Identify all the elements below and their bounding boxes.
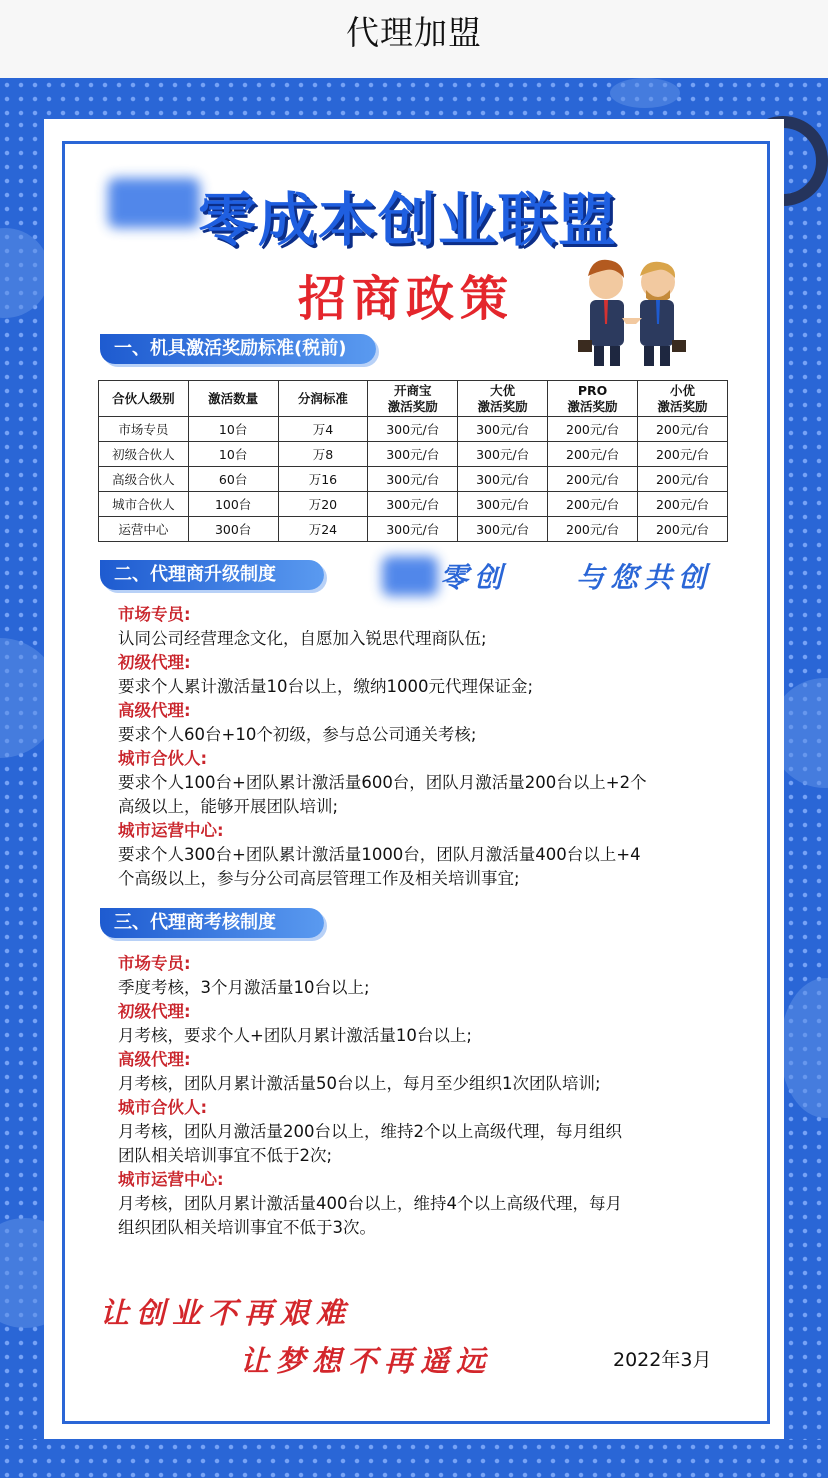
table-cell: 300元/台 xyxy=(458,417,548,442)
table-cell: 万20 xyxy=(278,492,368,517)
table-cell: 200元/台 xyxy=(548,492,638,517)
table-cell: 300元/台 xyxy=(368,417,458,442)
table-cell: 200元/台 xyxy=(548,417,638,442)
rule-text: 个高级以上，参与分公司高层管理工作及相关培训事宜; xyxy=(118,869,520,888)
table-cell: 200元/台 xyxy=(638,517,728,542)
rule-label: 市场专员: xyxy=(118,605,191,624)
blurred-brand xyxy=(382,556,438,596)
table-cell: 万8 xyxy=(278,442,368,467)
table-cell: 万16 xyxy=(278,467,368,492)
section1-title: 一、机具激活奖励标准(税前) xyxy=(100,334,376,364)
table-cell: 300元/台 xyxy=(458,467,548,492)
table-cell: 200元/台 xyxy=(548,467,638,492)
table-cell: 初级合伙人 xyxy=(99,442,189,467)
rule-label: 高级代理: xyxy=(118,1050,191,1069)
rule-text: 要求个人100台+团队累计激活量600台，团队月激活量200台以上+2个 xyxy=(118,773,647,792)
rule-text: 月考核，团队月累计激活量400台以上，维持4个以上高级代理，每月 xyxy=(118,1194,622,1213)
table-row xyxy=(99,467,728,492)
table-cell: 200元/台 xyxy=(638,417,728,442)
header-kaishangbao: 开商宝 激活奖励 xyxy=(368,381,458,417)
poster-headline: 零成本创业联盟 xyxy=(198,186,619,254)
table-cell: 300元/台 xyxy=(368,492,458,517)
dot-pattern xyxy=(0,1440,828,1478)
header-profit: 分润标准 xyxy=(278,381,368,417)
rule-text: 高级以上，能够开展团队培训; xyxy=(118,797,339,816)
table-row xyxy=(99,417,728,442)
table-header-row xyxy=(99,381,728,417)
table-cell: 200元/台 xyxy=(638,467,728,492)
slogan-bottom-2: 让梦想不再遥远 xyxy=(240,1344,493,1378)
table-cell: 市场专员 xyxy=(99,417,189,442)
rule-text: 月考核，团队月累计激活量50台以上，每月至少组织1次团队培训; xyxy=(118,1074,601,1093)
table-cell: 200元/台 xyxy=(638,442,728,467)
rule-label: 城市运营中心: xyxy=(118,1170,224,1189)
table-cell: 200元/台 xyxy=(638,492,728,517)
table-cell: 300元/台 xyxy=(458,442,548,467)
upgrade-rules xyxy=(118,603,728,891)
top-bar xyxy=(0,0,828,78)
table-cell: 运营中心 xyxy=(99,517,189,542)
rule-text: 要求个人300台+团队累计激活量1000台，团队月激活量400台以上+4 xyxy=(118,845,641,864)
handshake-businessmen-icon xyxy=(578,254,686,372)
page-title: 代理加盟 xyxy=(346,13,482,52)
recruitment-poster xyxy=(0,78,828,1478)
table-cell: 高级合伙人 xyxy=(99,467,189,492)
table-cell: 300元/台 xyxy=(368,467,458,492)
rule-text: 季度考核，3个月激活量10台以上; xyxy=(118,978,370,997)
table-cell: 万24 xyxy=(278,517,368,542)
rule-text: 月考核，要求个人+团队月累计激活量10台以上; xyxy=(118,1026,472,1045)
table-cell: 200元/台 xyxy=(548,517,638,542)
slogan-bottom-1: 让创业不再艰难 xyxy=(100,1296,353,1330)
header-dayou: 大优 激活奖励 xyxy=(458,381,548,417)
header-level: 合伙人级别 xyxy=(99,381,189,417)
header-quantity: 激活数量 xyxy=(188,381,278,417)
table-cell: 10台 xyxy=(188,442,278,467)
assessment-rules xyxy=(118,952,728,1240)
rule-text: 认同公司经营理念文化，自愿加入锐思代理商队伍; xyxy=(118,629,487,648)
decor-circle xyxy=(610,78,680,108)
rule-label: 初级代理: xyxy=(118,1002,191,1021)
rule-text: 团队相关培训事宜不低于2次; xyxy=(118,1146,333,1165)
rule-text: 组织团队相关培训事宜不低于3次。 xyxy=(118,1218,376,1237)
section3-title: 三、代理商考核制度 xyxy=(100,908,324,938)
slogan-middle-left: 零创 xyxy=(440,561,509,594)
section2-title: 二、代理商升级制度 xyxy=(100,560,324,590)
blurred-brand xyxy=(108,178,200,228)
reward-table xyxy=(98,380,728,542)
table-cell: 300元/台 xyxy=(458,492,548,517)
table-cell: 300元/台 xyxy=(458,517,548,542)
rule-label: 初级代理: xyxy=(118,653,191,672)
rule-label: 市场专员: xyxy=(118,954,191,973)
table-cell: 300台 xyxy=(188,517,278,542)
table-cell: 万4 xyxy=(278,417,368,442)
rule-text: 月考核，团队月激活量200台以上，维持2个以上高级代理，每月组织 xyxy=(118,1122,622,1141)
table-cell: 300元/台 xyxy=(368,517,458,542)
rule-text: 要求个人累计激活量10台以上，缴纳1000元代理保证金; xyxy=(118,677,534,696)
rule-label: 城市合伙人: xyxy=(118,749,208,768)
table-row xyxy=(99,492,728,517)
table-cell: 10台 xyxy=(188,417,278,442)
header-xiaoyou: 小优 激活奖励 xyxy=(638,381,728,417)
table-row xyxy=(99,442,728,467)
table-cell: 200元/台 xyxy=(548,442,638,467)
table-cell: 300元/台 xyxy=(368,442,458,467)
rule-label: 城市合伙人: xyxy=(118,1098,208,1117)
table-row xyxy=(99,517,728,542)
header-pro: PRO 激活奖励 xyxy=(548,381,638,417)
dot-pattern xyxy=(0,78,828,118)
table-cell: 60台 xyxy=(188,467,278,492)
poster-subhead: 招商政策 xyxy=(298,271,515,327)
slogan-middle-right: 与您共创 xyxy=(576,561,713,594)
rule-label: 城市运营中心: xyxy=(118,821,224,840)
table-cell: 城市合伙人 xyxy=(99,492,189,517)
table-cell: 100台 xyxy=(188,492,278,517)
poster-date: 2022年3月 xyxy=(613,1349,712,1371)
rule-label: 高级代理: xyxy=(118,701,191,720)
rule-text: 要求个人60台+10个初级，参与总公司通关考核; xyxy=(118,725,477,744)
